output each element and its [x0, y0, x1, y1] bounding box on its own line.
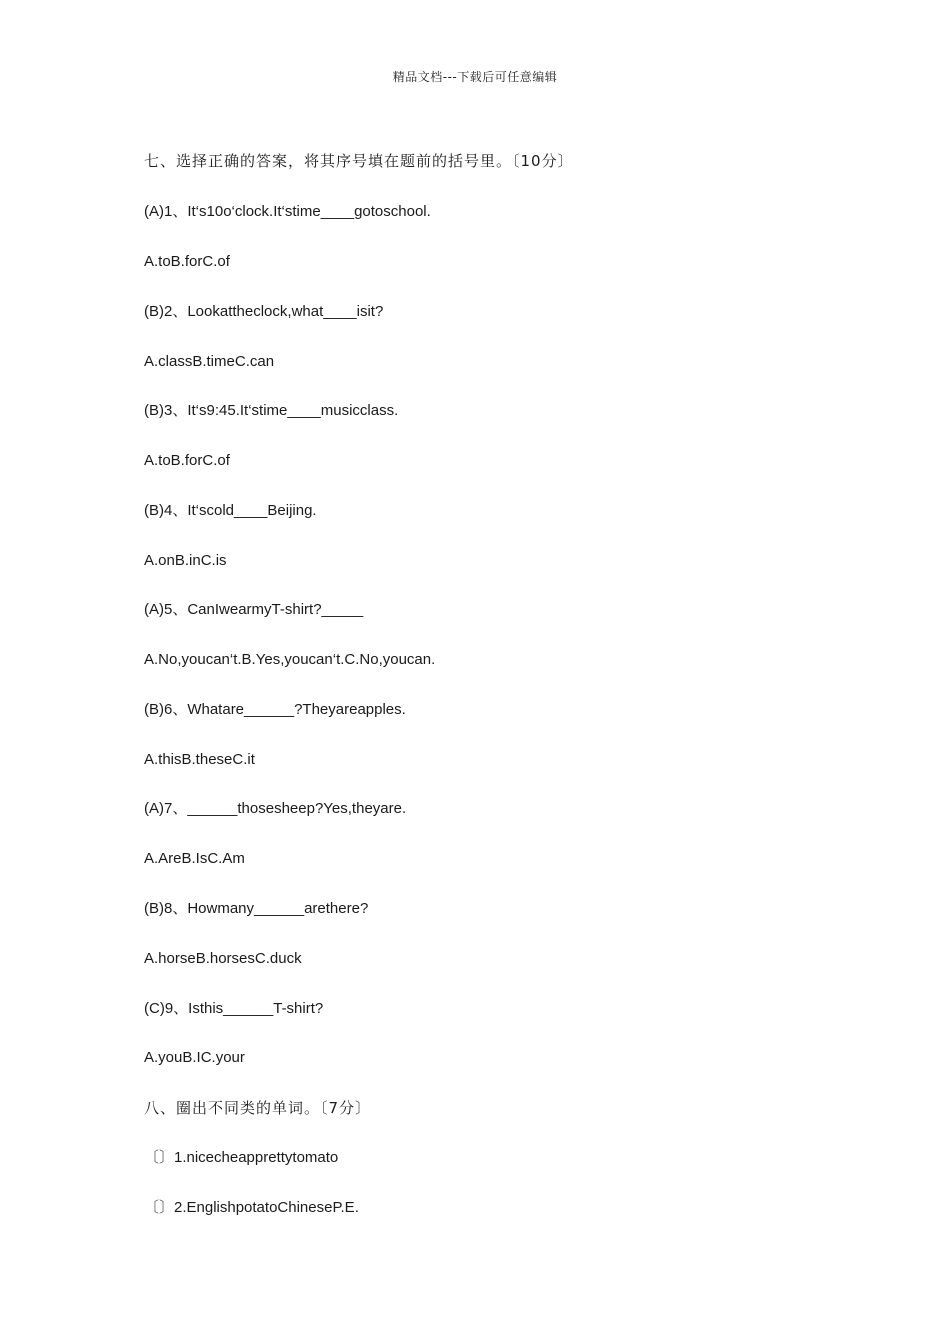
- question-5: (A)5、CanIwearmyT-shirt?_____: [144, 601, 364, 618]
- options-8: A.horseB.horsesC.duck: [144, 950, 302, 967]
- question-1: (A)1、It‘s10o‘clock.It‘stime____gotoschool.: [144, 203, 431, 220]
- question-9: (C)9、Isthis______T-shirt?: [144, 1000, 324, 1017]
- question-6: (B)6、Whatare______?Theyareapples.: [144, 701, 406, 718]
- options-5: A.No,youcan‘t.B.Yes,youcan‘t.C.No,youcan.: [144, 651, 436, 668]
- question-7: (A)7、______thosesheep?Yes,theyare.: [144, 800, 407, 817]
- page-header: 精品文档---下载后可任意编辑: [392, 70, 558, 84]
- word-group-1: 〔〕1.nicecheapprettytomato: [144, 1149, 339, 1166]
- question-2: (B)2、Lookattheclock,what____isit?: [144, 303, 384, 320]
- options-3: A.toB.forC.of: [144, 452, 230, 469]
- options-9: A.youB.IC.your: [144, 1049, 245, 1066]
- section-7-title: 七、选择正确的答案，将其序号填在题前的括号里。〔10分〕: [144, 152, 574, 170]
- word-group-2: 〔〕2.EnglishpotatoChineseP.E.: [144, 1199, 359, 1216]
- question-8: (B)8、Howmany______arethere?: [144, 900, 369, 917]
- options-4: A.onB.inC.is: [144, 552, 227, 569]
- question-4: (B)4、It‘scold____Beijing.: [144, 502, 317, 519]
- options-1: A.toB.forC.of: [144, 253, 230, 270]
- section-8-title: 八、圈出不同类的单词。〔7分〕: [144, 1099, 372, 1117]
- question-3: (B)3、It‘s9:45.It‘stime____musicclass.: [144, 402, 399, 419]
- options-2: A.classB.timeC.can: [144, 353, 275, 370]
- options-6: A.thisB.theseC.it: [144, 751, 255, 768]
- options-7: A.AreB.IsC.Am: [144, 850, 245, 867]
